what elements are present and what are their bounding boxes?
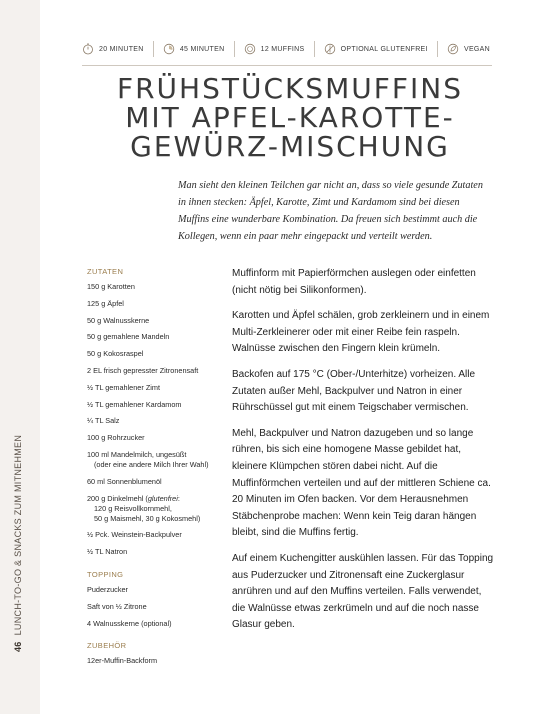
divider [437, 41, 438, 57]
ingredient-item: ½ TL gemahlener Kardamom [87, 399, 182, 409]
ingredient-item: ½ TL gemahlener Zimt [87, 382, 161, 392]
accessories-heading: ZUBEHÖR [87, 641, 127, 651]
ingredient-item: 60 ml Sonnenblumenöl [87, 476, 162, 486]
ingredients-heading: ZUTATEN [87, 267, 124, 276]
step-paragraph: Auf einem Kuchengitter auskühlen lassen. Für das Topping aus Puderzucker und Zitronensaft eine Zuckerglasur anrühren und auf den Muffins verteilen. Falls verwendet, die Walnüsse etwas zerkrümeln und auf die noch nasse Glasur geben. [232, 552, 494, 631]
timer-icon [163, 43, 175, 55]
gluten-free [324, 43, 428, 55]
topping-item: Puderzucker [87, 584, 128, 594]
ingredient-item: ½ Pck. Weinstein-Backpulver [87, 530, 182, 540]
divider [314, 41, 315, 57]
yield-label: 12 MUFFINS [260, 45, 305, 53]
gluten-free-label: OPTIONAL GLUTENFREI [340, 45, 428, 53]
ingredient-item: ¼ TL Salz [87, 416, 120, 426]
flour-colon: : [177, 493, 180, 503]
ingredient-item: 2 EL frisch gepresster Zitronensaft [87, 365, 199, 375]
topping-item: 4 Walnusskerne (optional) [87, 618, 172, 628]
page-number: 46 [13, 641, 23, 652]
ingredients-column [87, 267, 222, 673]
ingredient-item: 125 g Äpfel [87, 298, 124, 308]
flour-line [87, 494, 180, 503]
ingredient-item: ½ TL Natron [87, 547, 128, 557]
milk-alternative: (oder eine andere Milch Ihrer Wahl) [94, 459, 209, 469]
vegan-label: VEGAN [463, 45, 490, 53]
flour-gf-note: glutenfrei [147, 493, 178, 503]
recipe-title: FRÜHSTÜCKSMUFFINS MIT APFEL-KAROTTE- GEWÜRZ-MISCHUNG [116, 72, 463, 163]
stopwatch-icon [82, 43, 94, 55]
divider [153, 41, 154, 57]
header-rule [82, 65, 492, 66]
vegan [447, 43, 490, 55]
gluten-free-icon [324, 43, 336, 55]
ingredient-item: 50 g Walnusskerne [87, 315, 150, 325]
instructions-column [232, 266, 497, 643]
step-paragraph: Karotten und Äpfel schälen, grob zerkleinern und in einem Multi-Zerkleinerer oder mit einer Reibe fein raspeln. Walnüsse zwischen den Fingern klein krümeln. [232, 310, 490, 355]
topping-heading: TOPPING [87, 569, 124, 579]
vegan-leaf-icon [447, 43, 459, 55]
bake-time [163, 43, 225, 55]
flour-text: 200 g Dinkelmehl ( [87, 493, 148, 503]
prep-time-label: 20 MINUTEN [99, 45, 144, 53]
ingredient-item-milk [87, 450, 222, 470]
divider [234, 41, 235, 57]
prep-time [82, 43, 144, 55]
step-paragraph: Muffinform mit Papierförmchen auslegen oder einfetten (nicht nötig bei Silikonformen). [232, 268, 476, 296]
recipe-info-bar [82, 38, 490, 60]
accessory-item: 12er-Muffin-Backform [87, 656, 158, 666]
ingredient-item: 50 g Kokosraspel [87, 349, 144, 359]
ingredient-item: 150 g Karotten [87, 282, 135, 291]
milk-line: 100 ml Mandelmilch, ungesüßt [87, 449, 187, 459]
step-paragraph: Backofen auf 175 °C (Ober-/Unterhitze) vorheizen. Alle Zutaten außer Mehl, Backpulver und Natron in einer Rührschüssel gut mit einem Teigschaber vermischen. [232, 368, 476, 414]
ingredient-item: 100 g Rohrzucker [87, 433, 145, 443]
muffin-icon [244, 43, 256, 55]
section-label: LUNCH-TO-GO & SNACKS ZUM MITNEHMEN [13, 434, 23, 636]
ingredient-item: 50 g gemahlene Mandeln [87, 332, 170, 342]
topping-item: Saft von ½ Zitrone [87, 601, 147, 611]
flour-gf-line: 120 g Reisvollkornmehl, [94, 503, 172, 513]
bake-time-label: 45 MINUTEN [179, 45, 225, 53]
ingredient-item-flour [87, 494, 222, 524]
recipe-intro: Man sieht den kleinen Teilchen gar nicht an, dass so viele gesunde Zutaten in ihnen stecken: Äpfel, Karotte, Zimt und Kardamom sind bei diesen Muffins eine wunderbare Kombination. Da freuen sich bestimmt auch die Kollegen, wenn ein paar mehr eingepackt und verteilt werden. [178, 180, 483, 242]
step-paragraph: Mehl, Backpulver und Natron dazugeben und so lange rühren, bis sich eine homogene Masse gebildet hat, kleinere Klümpchen stören dabei nicht. Auf die Muffinförmchen verteilen und auf der mittleren Schiene ca. 20 Minuten im Ofen backen. Vor dem Herausnehmen Stäbchenprobe machen: Wenn kein Teig daran hängen bleibt, sind die Muffins fertig. [232, 427, 491, 539]
running-footer [13, 435, 23, 652]
flour-gf-line: 50 g Maismehl, 30 g Kokosmehl) [94, 513, 201, 523]
yield [244, 43, 305, 55]
